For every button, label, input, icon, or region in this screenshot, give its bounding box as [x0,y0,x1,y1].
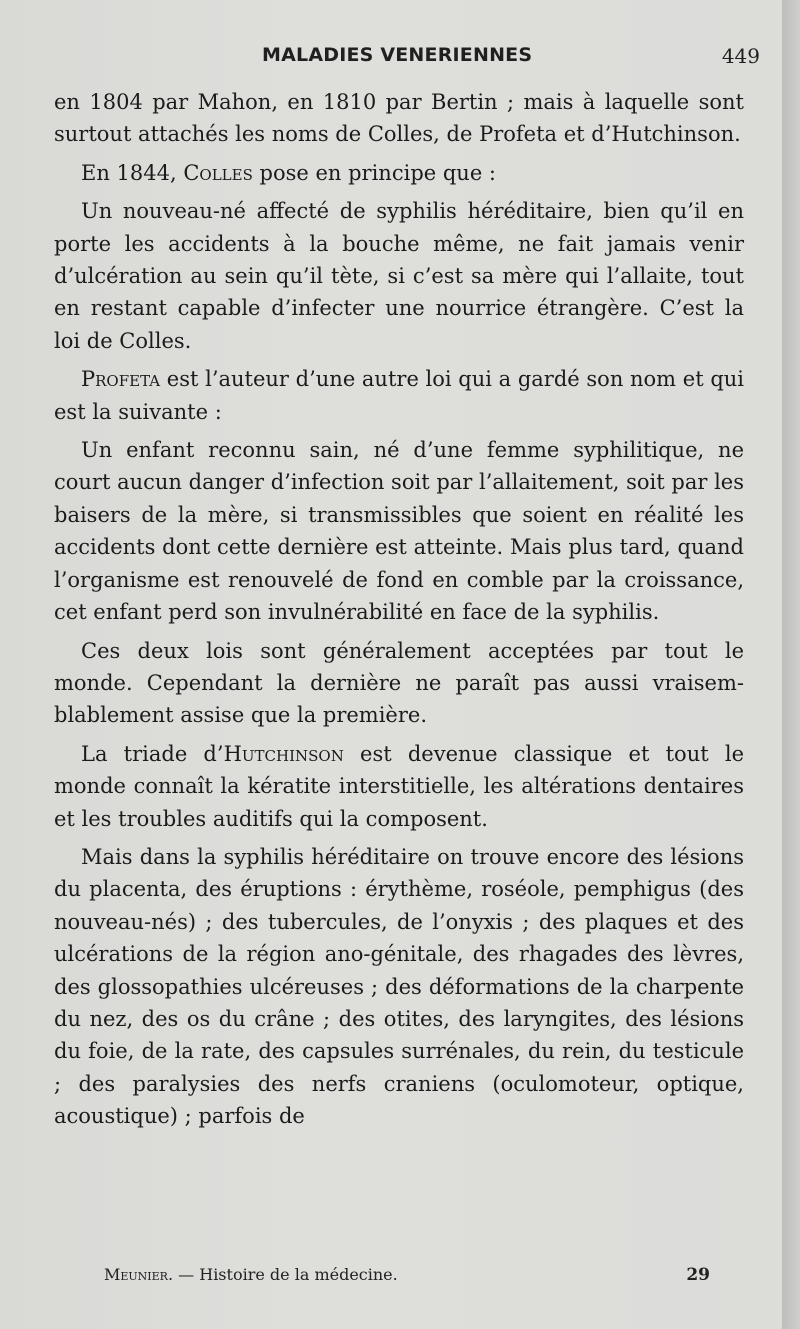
author-name: Hutchinson [223,741,344,766]
text-run: est l’auteur d’une autre loi qui a gardé son nom et qui est la suivante : [54,367,744,424]
paragraph [54,738,744,835]
page-edge [782,0,800,1329]
author-name: Colles [183,160,253,185]
paragraph [54,363,744,428]
page-header [0,42,782,72]
page-number: 449 [721,44,760,68]
paragraph [54,195,744,357]
text-run: Un enfant reconnu sain, né d’une femme syphilitique, ne court aucun danger d’infection soit par l’allaitement, soit par les baisers de la mère, si transmissibles que soient en réalité les accidents dont cette dernière est atteinte. Mais plus tard, quand l’organisme est renouvelé de fond en comble par la croissance, cet enfant perd son invulnérabilité en face de la syphilis. [54,438,744,625]
paragraph [54,635,744,732]
text-run: La triade d’ [81,741,224,766]
paragraph [54,434,744,628]
text-run: Un nouveau-né affecté de syphilis héréditaire, bien qu’il en porte les accidents à la bouche même, ne fait jamais venir d’ulcération au sein qu’il tète, si c’est sa mère qui l’allaite, tout en restant capable d’infecter une nourrice étrangère. C’est la loi de Colles. [54,199,744,353]
running-head: MALADIES VENERIENNES [262,44,533,66]
footer-citation [104,1265,398,1284]
text-run: est devenue classique et tout le monde connaît la kératite interstitielle, les altérations dentaires et les troubles auditifs qui la composent. [54,741,744,831]
paragraph [54,841,744,1133]
paragraph [54,157,744,189]
footer-title: — Histoire de la médecine. [173,1265,398,1284]
author-name: Profeta [81,367,161,392]
text-run: en 1804 par Mahon, en 1810 par Bertin ; mais à laquelle sont surtout attachés les noms de Colles, de Profeta et d’Hutchinson. [54,90,744,147]
body-text [54,86,744,1139]
text-run: Mais dans la syphilis héréditaire on trouve encore des lésions du placenta, des éruptions : érythème, roséole, pemphigus (des nouveau-nés) ; des tubercules, de l’onyxis ; des plaques et des ulcérations de la région ano-génitale, des rhagades des lèvres, des glossopathies ulcéreuses ; des déformations de la charpente du nez, des os du crâne ; des otites, des laryngites, des lésions du foie, de la rate, des capsules surrénales, du rein, du testicule ; des paralysies des nerfs craniens (oculomoteur, optique, acoustique) ; parfois de [54,844,744,1129]
footer-author: Meunier. [104,1265,174,1284]
paragraph [54,86,744,151]
page-footer [0,1265,782,1289]
text-run: En 1844, [81,160,184,185]
signature-mark: 29 [686,1265,710,1285]
text-run: pose en principe que : [252,160,497,185]
text-run: Ces deux lois sont généralement acceptées par tout le monde. Cependant la dernière ne paraît pas aussi vraisemblablement assise que la première. [54,638,744,728]
